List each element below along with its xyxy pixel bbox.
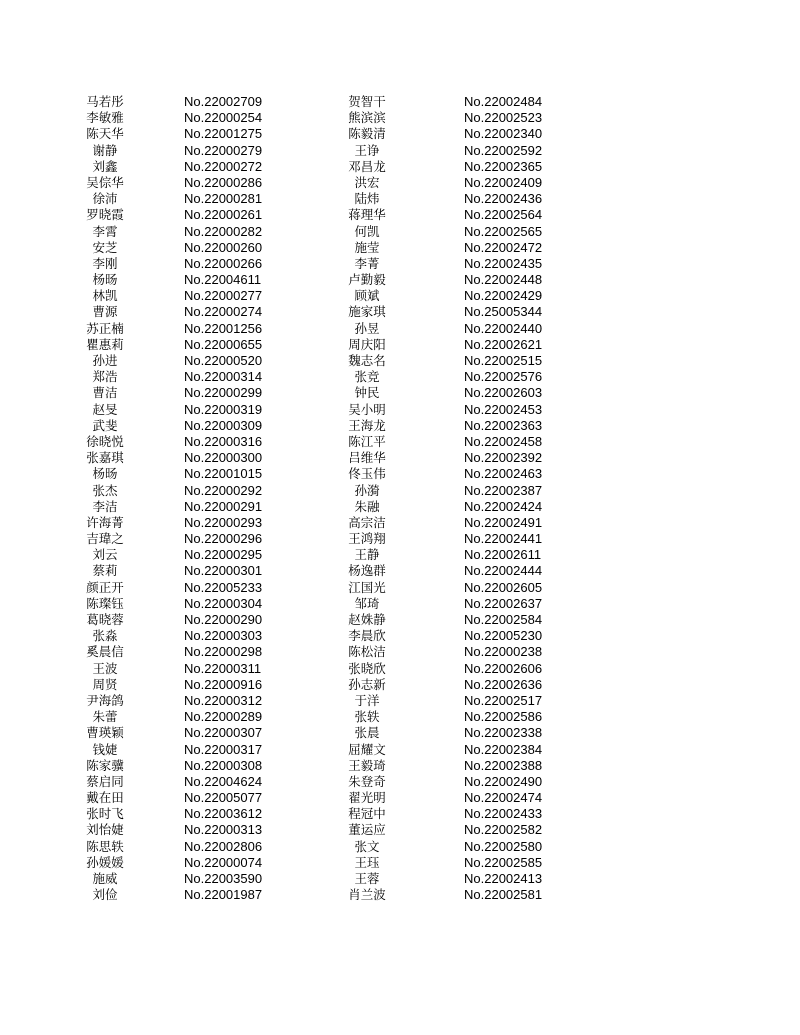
id-right-cell: No.22002637 [464, 595, 543, 611]
id-left-cell: No.22000307 [184, 725, 263, 741]
id-left-cell: No.22000260 [184, 239, 263, 255]
name-right-cell: 江国光 [348, 579, 386, 595]
id-right-cell: No.22002435 [464, 255, 543, 271]
id-left-cell: No.22000316 [184, 433, 263, 449]
name-left-cell: 孙媛媛 [86, 854, 124, 870]
name-left-cell: 曹瑛颖 [86, 725, 124, 741]
table-row [0, 110, 800, 126]
name-right-cell: 孙志新 [348, 676, 386, 692]
name-left-cell: 杨旸 [92, 466, 118, 482]
id-right-cell: No.22002440 [464, 320, 543, 336]
id-left-cell: No.22004624 [184, 773, 263, 789]
name-right-cell: 王蓉 [354, 871, 380, 886]
id-right-cell: No.22002564 [464, 207, 543, 223]
name-left-cell: 郑浩 [92, 369, 118, 385]
name-list-sheet [0, 94, 800, 903]
id-left-cell: No.22000313 [184, 822, 263, 838]
name-left-cell: 安芝 [92, 239, 118, 255]
id-left-cell: No.22002806 [184, 838, 263, 854]
table-row [0, 612, 800, 628]
id-left-cell: No.22003590 [184, 871, 263, 886]
name-right-cell: 佟玉伟 [348, 466, 386, 482]
name-left-cell: 赵旻 [92, 401, 118, 417]
id-left-cell: No.22000301 [184, 563, 263, 579]
table-row [0, 207, 800, 223]
name-left-cell: 陈家骥 [86, 757, 124, 773]
name-left-cell: 朱蕾 [92, 709, 118, 725]
id-left-cell: No.22000286 [184, 174, 263, 190]
id-right-cell: No.22002580 [464, 838, 543, 854]
id-right-cell: No.22002338 [464, 725, 543, 741]
name-left-cell: 陈思轶 [86, 838, 124, 854]
id-left-cell: No.22000311 [184, 660, 262, 676]
id-right-cell: No.22002605 [464, 579, 543, 595]
name-left-cell: 蔡启同 [86, 773, 124, 789]
name-right-cell: 何凯 [354, 223, 380, 239]
id-left-cell: No.22005233 [184, 579, 263, 595]
name-left-cell: 徐晓悦 [86, 433, 124, 449]
id-left-cell: No.22000282 [184, 223, 263, 239]
name-right-cell: 陈江平 [348, 433, 386, 449]
name-left-cell: 张淼 [92, 628, 118, 644]
table-row [0, 644, 800, 660]
name-left-cell: 马若彤 [86, 94, 124, 109]
id-right-cell: No.22002611 [464, 547, 542, 563]
name-left-cell: 张时飞 [86, 806, 124, 822]
id-left-cell: No.22000293 [184, 514, 263, 530]
name-left-cell: 谢静 [92, 142, 118, 158]
id-left-cell: No.22000309 [184, 417, 263, 433]
name-left-cell: 戴在田 [86, 790, 124, 806]
id-left-cell: No.22000303 [184, 628, 263, 644]
table-row [0, 774, 800, 790]
table-row [0, 434, 800, 450]
id-right-cell: No.22002592 [464, 142, 543, 158]
id-right-cell: No.22000238 [464, 644, 543, 660]
id-left-cell: No.22000289 [184, 709, 263, 725]
name-left-cell: 李刚 [92, 255, 118, 271]
id-right-cell: No.22002413 [464, 871, 543, 886]
name-left-cell: 奚晨信 [86, 644, 124, 660]
id-left-cell: No.22000314 [184, 369, 263, 385]
name-left-cell: 武斐 [92, 417, 118, 433]
name-right-cell: 张晓欣 [348, 660, 386, 676]
name-right-cell: 李菁 [354, 255, 380, 271]
table-row [0, 483, 800, 499]
name-right-cell: 董运应 [348, 822, 386, 838]
id-left-cell: No.22000299 [184, 385, 263, 401]
table-row [0, 693, 800, 709]
id-right-cell: No.22002448 [464, 272, 543, 288]
name-left-cell: 曹源 [92, 304, 118, 320]
name-right-cell: 孙漪 [354, 482, 380, 498]
table-row [0, 790, 800, 806]
name-left-cell: 李洁 [92, 498, 118, 514]
table-row [0, 515, 800, 531]
name-left-cell: 陈天华 [86, 126, 124, 142]
name-left-cell: 罗晓霞 [86, 207, 124, 223]
name-left-cell: 周贤 [92, 676, 118, 692]
name-left-cell: 刘怡婕 [86, 822, 124, 838]
name-left-cell: 葛晓蓉 [86, 612, 124, 627]
name-right-cell: 施莹 [354, 239, 380, 255]
table-row [0, 94, 800, 110]
name-right-cell: 杨逸群 [348, 563, 386, 579]
name-right-cell: 吴小明 [348, 401, 386, 417]
id-left-cell: No.22000304 [184, 595, 263, 611]
id-right-cell: No.22002581 [464, 887, 543, 903]
table-row [0, 661, 800, 677]
id-left-cell: No.22001275 [184, 126, 263, 142]
name-right-cell: 周庆阳 [348, 336, 386, 352]
id-right-cell: No.22002621 [464, 336, 543, 352]
name-left-cell: 张杰 [92, 482, 118, 498]
name-left-cell: 徐沛 [92, 191, 118, 207]
name-right-cell: 朱融 [354, 498, 380, 514]
name-right-cell: 王海龙 [348, 417, 386, 433]
name-left-cell: 许海菁 [86, 514, 124, 530]
id-left-cell: No.22003612 [184, 806, 263, 822]
name-right-cell: 朱登奇 [348, 773, 386, 789]
id-left-cell: No.22000317 [184, 741, 263, 757]
id-right-cell: No.22002340 [464, 126, 543, 142]
id-right-cell: No.22002491 [464, 514, 543, 530]
id-left-cell: No.22000274 [184, 304, 263, 320]
name-right-cell: 顾斌 [354, 288, 380, 304]
id-right-cell: No.22002429 [464, 288, 543, 304]
table-row [0, 450, 800, 466]
id-left-cell: No.22000261 [184, 207, 263, 223]
id-right-cell: No.22002392 [464, 450, 543, 466]
name-right-cell: 肖兰波 [348, 887, 386, 903]
id-right-cell: No.22002424 [464, 498, 543, 514]
table-row [0, 256, 800, 272]
name-left-cell: 曹洁 [92, 385, 118, 401]
table-row [0, 563, 800, 579]
id-right-cell: No.22002363 [464, 417, 543, 433]
name-left-cell: 李霄 [92, 223, 118, 239]
table-row [0, 547, 800, 563]
name-right-cell: 翟光明 [348, 790, 386, 806]
table-row [0, 337, 800, 353]
id-left-cell: No.22000319 [184, 401, 263, 417]
table-row [0, 839, 800, 855]
table-row [0, 596, 800, 612]
name-right-cell: 张轶 [354, 709, 380, 725]
id-right-cell: No.22002586 [464, 709, 543, 725]
name-left-cell: 尹海鸽 [86, 692, 124, 708]
table-row [0, 159, 800, 175]
name-right-cell: 屈耀文 [348, 741, 386, 757]
id-right-cell: No.22002517 [464, 692, 543, 708]
id-left-cell: No.22000279 [184, 142, 263, 158]
name-left-cell: 吴倧华 [86, 174, 124, 190]
table-row [0, 580, 800, 596]
id-right-cell: No.22002387 [464, 482, 543, 498]
id-right-cell: No.22002409 [464, 174, 543, 190]
name-left-cell: 蔡莉 [92, 563, 118, 579]
id-right-cell: No.22002441 [464, 531, 543, 547]
id-left-cell: No.22000298 [184, 644, 263, 660]
table-row [0, 822, 800, 838]
table-row [0, 385, 800, 401]
name-left-cell: 刘鑫 [92, 158, 118, 174]
id-left-cell: No.22000292 [184, 482, 263, 498]
id-right-cell: No.22002606 [464, 660, 543, 676]
id-right-cell: No.22002636 [464, 676, 543, 692]
id-right-cell: No.22002474 [464, 790, 543, 806]
table-row [0, 742, 800, 758]
table-row [0, 806, 800, 822]
id-right-cell: No.22002444 [464, 563, 543, 579]
id-left-cell: No.22000272 [184, 158, 263, 174]
table-row [0, 677, 800, 693]
id-left-cell: No.22001987 [184, 887, 263, 903]
name-left-cell: 李敏雅 [86, 110, 124, 126]
id-right-cell: No.22002582 [464, 822, 543, 838]
name-left-cell: 张嘉琪 [86, 450, 124, 466]
id-right-cell: No.22002365 [464, 158, 543, 174]
name-left-cell: 陈璨钰 [86, 595, 124, 611]
id-right-cell: No.22002472 [464, 239, 543, 255]
table-row [0, 466, 800, 482]
name-right-cell: 王珏 [354, 854, 380, 870]
name-right-cell: 蒋理华 [348, 207, 386, 223]
name-right-cell: 钟民 [354, 385, 380, 401]
id-left-cell: No.22000266 [184, 255, 263, 271]
id-right-cell: No.22002484 [464, 94, 543, 109]
table-row [0, 709, 800, 725]
name-right-cell: 程冠中 [348, 806, 386, 822]
table-row [0, 224, 800, 240]
id-left-cell: No.22000254 [184, 110, 263, 126]
name-left-cell: 王波 [92, 660, 118, 676]
id-right-cell: No.22002433 [464, 806, 543, 822]
id-right-cell: No.22002523 [464, 110, 543, 126]
table-row [0, 499, 800, 515]
table-row [0, 402, 800, 418]
table-row [0, 353, 800, 369]
table-row [0, 126, 800, 142]
id-left-cell: No.22001015 [184, 466, 263, 482]
id-left-cell: No.22002709 [184, 94, 263, 109]
id-left-cell: No.22000074 [184, 854, 263, 870]
table-row [0, 175, 800, 191]
name-right-cell: 吕维华 [348, 450, 386, 466]
id-right-cell: No.22002388 [464, 757, 543, 773]
name-right-cell: 魏志名 [348, 353, 386, 368]
id-right-cell: No.22002576 [464, 369, 543, 385]
table-row [0, 369, 800, 385]
table-row [0, 321, 800, 337]
table-row [0, 531, 800, 547]
name-right-cell: 孙昱 [354, 320, 380, 336]
id-left-cell: No.22005077 [184, 790, 263, 806]
id-left-cell: No.22004611 [184, 272, 262, 288]
id-right-cell: No.22002490 [464, 773, 543, 789]
name-left-cell: 林凯 [92, 288, 118, 304]
name-right-cell: 卢勤毅 [348, 272, 386, 288]
name-left-cell: 吉瑋之 [86, 531, 124, 547]
id-left-cell: No.22000300 [184, 450, 263, 466]
name-left-cell: 施威 [92, 871, 118, 886]
name-right-cell: 邓昌龙 [348, 158, 386, 174]
name-left-cell: 苏正楠 [86, 320, 124, 336]
id-right-cell: No.22002453 [464, 401, 543, 417]
name-right-cell: 洪宏 [354, 174, 380, 190]
id-right-cell: No.22002565 [464, 223, 543, 239]
id-right-cell: No.22002384 [464, 741, 543, 757]
id-left-cell: No.22000916 [184, 676, 263, 692]
id-left-cell: No.22000281 [184, 191, 263, 207]
name-right-cell: 赵姝静 [348, 612, 386, 627]
table-row [0, 288, 800, 304]
id-right-cell: No.22002458 [464, 433, 543, 449]
name-right-cell: 陆炜 [354, 191, 380, 207]
name-right-cell: 王毅琦 [348, 757, 386, 773]
id-left-cell: No.22001256 [184, 320, 263, 336]
table-row [0, 758, 800, 774]
name-right-cell: 张晨 [354, 725, 380, 741]
id-left-cell: No.22000308 [184, 757, 263, 773]
table-row [0, 143, 800, 159]
name-left-cell: 颜正开 [86, 579, 124, 595]
name-right-cell: 王诤 [354, 142, 380, 158]
table-row [0, 628, 800, 644]
name-right-cell: 施家琪 [348, 304, 386, 320]
name-right-cell: 陈毅清 [348, 126, 386, 142]
name-right-cell: 王静 [354, 547, 380, 563]
id-right-cell: No.22005230 [464, 628, 543, 644]
table-row [0, 725, 800, 741]
name-right-cell: 熊滨滨 [348, 110, 386, 126]
name-right-cell: 邹琦 [354, 595, 380, 611]
name-left-cell: 杨旸 [92, 272, 118, 288]
id-left-cell: No.22000296 [184, 531, 263, 547]
name-left-cell: 瞿惠莉 [86, 336, 124, 352]
name-right-cell: 高宗洁 [348, 514, 386, 530]
id-left-cell: No.22000291 [184, 498, 263, 514]
table-row [0, 418, 800, 434]
name-right-cell: 张竞 [354, 369, 380, 385]
table-row [0, 887, 800, 903]
table-row [0, 240, 800, 256]
id-left-cell: No.22000277 [184, 288, 263, 304]
name-right-cell: 贺智干 [348, 94, 386, 109]
table-row [0, 191, 800, 207]
id-right-cell: No.22002515 [464, 353, 543, 368]
id-left-cell: No.22000312 [184, 692, 263, 708]
name-right-cell: 陈松洁 [348, 644, 386, 660]
table-row [0, 855, 800, 871]
name-right-cell: 张文 [354, 838, 380, 854]
id-left-cell: No.22000520 [184, 353, 263, 368]
name-left-cell: 钱婕 [92, 741, 118, 757]
name-left-cell: 刘云 [92, 547, 118, 563]
id-right-cell: No.22002585 [464, 854, 543, 870]
id-left-cell: No.22000290 [184, 612, 263, 627]
table-row [0, 272, 800, 288]
table-row [0, 871, 800, 887]
name-right-cell: 王鸿翔 [348, 531, 386, 547]
name-left-cell: 刘俭 [92, 887, 118, 903]
id-right-cell: No.22002463 [464, 466, 543, 482]
id-right-cell: No.22002584 [464, 612, 543, 627]
table-row [0, 304, 800, 320]
id-left-cell: No.22000295 [184, 547, 263, 563]
id-left-cell: No.22000655 [184, 336, 263, 352]
id-right-cell: No.25005344 [464, 304, 543, 320]
name-left-cell: 孙进 [92, 353, 118, 368]
id-right-cell: No.22002436 [464, 191, 543, 207]
name-right-cell: 李晨欣 [348, 628, 386, 644]
name-right-cell: 于洋 [354, 692, 380, 708]
id-right-cell: No.22002603 [464, 385, 543, 401]
